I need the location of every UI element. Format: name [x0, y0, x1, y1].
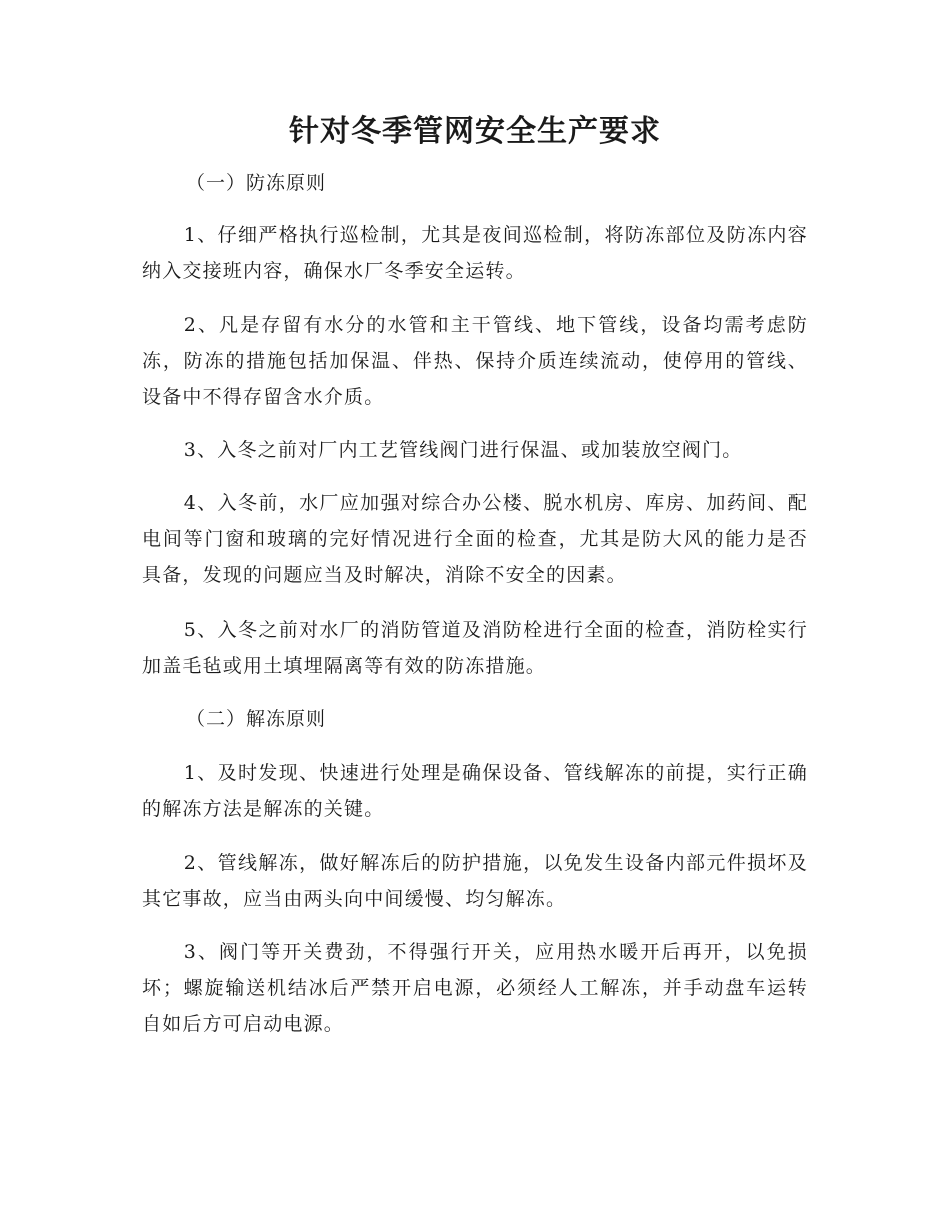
paragraph-block: [142, 432, 808, 468]
paragraph: 1、及时发现、快速进行处理是确保设备、管线解冻的前提，实行正确的解冻方法是解冻的关键。: [142, 762, 808, 820]
paragraph: 3、阀门等开关费劲，不得强行开关，应用热水暖开后再开，以免损坏；螺旋输送机结冰后严禁开启电源，必须经人工解冻，并手动盘车运转自如后方可启动电源。: [142, 941, 808, 1035]
paragraph-block: [142, 845, 808, 917]
paragraph-block: [142, 755, 808, 827]
document-title: 针对冬季管网安全生产要求: [289, 114, 661, 149]
paragraph-block: [142, 217, 808, 289]
paragraph: 2、管线解冻，做好解冻后的防护措施，以免发生设备内部元件损坏及其它事故，应当由两头向中间缓慢、均匀解冻。: [142, 852, 808, 910]
paragraph: 1、仔细严格执行巡检制，尤其是夜间巡检制，将防冻部位及防冻内容纳入交接班内容，确保水厂冬季安全运转。: [142, 224, 808, 282]
paragraph-block: [142, 934, 808, 1042]
paragraph-block: [142, 307, 808, 415]
paragraph-block: [142, 612, 808, 684]
paragraph: 4、入冬前，水厂应加强对综合办公楼、脱水机房、库房、加药间、配电间等门窗和玻璃的完好情况进行全面的检查，尤其是防大风的能力是否具备，发现的问题应当及时解决，消除不安全的因素。: [142, 492, 808, 586]
paragraph: 5、入冬之前对水厂的消防管道及消防栓进行全面的检查，消防栓实行加盖毛毡或用土填埋隔离等有效的防冻措施。: [142, 619, 808, 677]
paragraph: 3、入冬之前对厂内工艺管线阀门进行保温、或加装放空阀门。: [183, 439, 743, 461]
section-heading-antifreeze: （一）防冻原则: [186, 172, 327, 194]
paragraph: 2、凡是存留有水分的水管和主干管线、地下管线，设备均需考虑防冻，防冻的措施包括加保温、伴热、保持介质连续流动，使停用的管线、设备中不得存留含水介质。: [142, 314, 808, 408]
section-heading-thaw: （二）解冻原则: [186, 708, 327, 730]
paragraph-block: [142, 485, 808, 593]
